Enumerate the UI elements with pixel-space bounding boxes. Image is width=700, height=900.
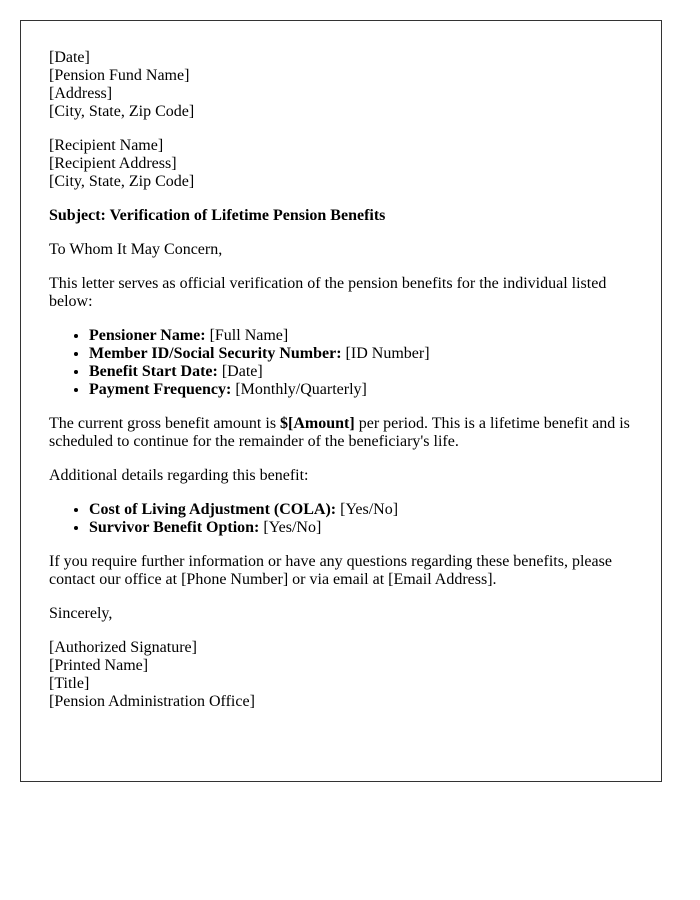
sender-city: [City, State, Zip Code]: [49, 103, 195, 120]
additional-list: [49, 501, 633, 537]
sender-date: [Date]: [49, 49, 90, 66]
intro-paragraph: This letter serves as official verification of the pension benefits for the individual listed below:: [49, 275, 607, 310]
list-item: [89, 363, 633, 381]
contact-paragraph: If you require further information or have any questions regarding these benefits, please contact our office at [Phone Number] or via email at [Email Address].: [49, 553, 612, 588]
detail-label: Survivor Benefit Option:: [89, 519, 260, 536]
detail-value: [Yes/No]: [259, 519, 322, 536]
printed-name: [Printed Name]: [49, 657, 149, 674]
letter-page: [20, 20, 662, 782]
list-item: [89, 345, 633, 363]
closing: Sincerely,: [49, 605, 113, 622]
subject-line: Subject: Verification of Lifetime Pension Benefits: [49, 207, 386, 224]
recipient-city: [City, State, Zip Code]: [49, 173, 195, 190]
amount-text: The current gross benefit amount is: [49, 415, 281, 432]
detail-value: [Yes/No]: [336, 501, 399, 518]
sender-block: [49, 49, 633, 121]
sender-address: [Address]: [49, 85, 113, 102]
signature: [Authorized Signature]: [49, 639, 197, 656]
office: [Pension Administration Office]: [49, 693, 255, 710]
signature-block: [49, 639, 633, 711]
detail-label: Member ID/Social Security Number:: [89, 345, 342, 362]
amount-text: per period. This is a lifetime benefit and is scheduled to continue for the remainder of the beneficiary's life.: [49, 415, 630, 450]
list-item: [89, 501, 633, 519]
recipient-name: [Recipient Name]: [49, 137, 164, 154]
detail-value: [ID Number]: [341, 345, 430, 362]
detail-value: [Monthly/Quarterly]: [231, 381, 367, 398]
amount-paragraph: [49, 415, 633, 451]
title: [Title]: [49, 675, 90, 692]
detail-value: [Date]: [217, 363, 263, 380]
additional-intro: Additional details regarding this benefit:: [49, 467, 309, 484]
list-item: [89, 519, 633, 537]
detail-label: Pensioner Name:: [89, 327, 206, 344]
detail-label: Payment Frequency:: [89, 381, 232, 398]
details-list: [49, 327, 633, 399]
recipient-address: [Recipient Address]: [49, 155, 177, 172]
detail-value: [Full Name]: [205, 327, 289, 344]
list-item: [89, 381, 633, 399]
sender-fund-name: [Pension Fund Name]: [49, 67, 190, 84]
salutation: To Whom It May Concern,: [49, 241, 223, 258]
amount-value: $[Amount]: [280, 415, 355, 432]
recipient-block: [49, 137, 633, 191]
detail-label: Cost of Living Adjustment (COLA):: [89, 501, 337, 518]
detail-label: Benefit Start Date:: [89, 363, 218, 380]
list-item: [89, 327, 633, 345]
